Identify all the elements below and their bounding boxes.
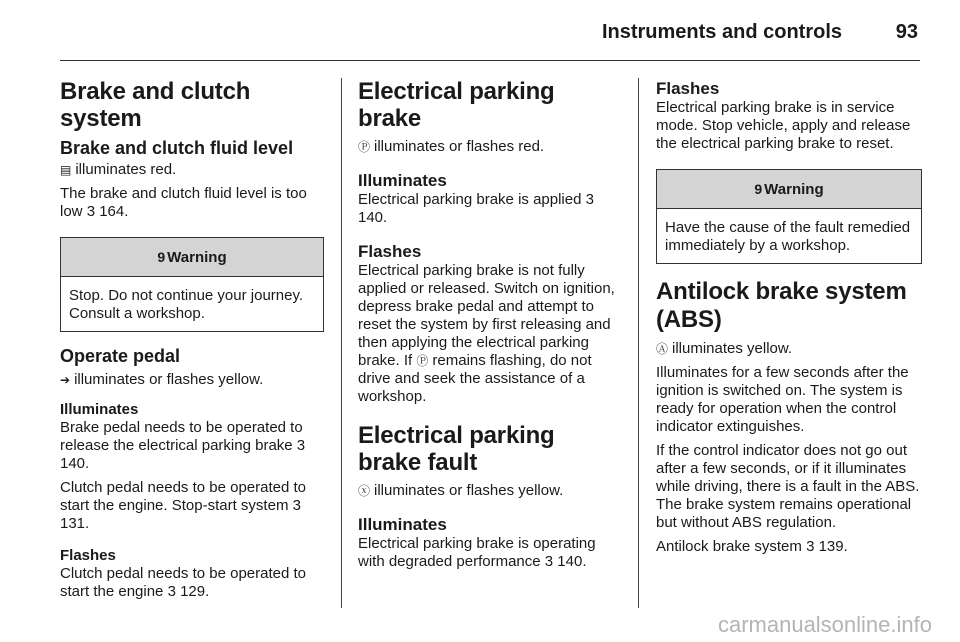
- page-header: [60, 0, 920, 61]
- abs-text-1: Illuminates for a few seconds after the ignition is switched on. The system is ready for operation when the control indicator extinguishes.: [656, 364, 909, 435]
- column-2: [358, 78, 620, 571]
- warning-header: [61, 238, 323, 277]
- heading-abs: Antilock brake system (ABS): [656, 278, 907, 333]
- page-number: 93: [895, 21, 918, 43]
- abs-ref-text: Antilock brake system: [656, 538, 802, 555]
- epb-fault-icon: ⓧ: [358, 484, 371, 498]
- parking-brake-icon: Ⓟ: [416, 354, 429, 368]
- ref-symbol: 3: [296, 437, 306, 454]
- heading-fluid-level: Brake and clutch fluid level: [60, 138, 294, 158]
- flashes-text: Clutch pedal needs to be operated to start the engine: [60, 565, 307, 600]
- heading-illuminates: Illuminates: [358, 515, 447, 534]
- clutch-text: Clutch pedal needs to be operated to start the engine. Stop-start system: [60, 479, 307, 514]
- ref-symbol: 3: [167, 583, 176, 600]
- fluid-level-desc: illuminates red.: [75, 161, 177, 178]
- epb-applied-text: Electrical parking brake is applied: [358, 191, 582, 208]
- warning-title: Warning: [764, 181, 824, 198]
- abs-text-2: If the control indicator does not go out after a few seconds, or if it illuminates while driving, there is a fault in the ABS. The brake system remains operational but without ABS regulation.: [656, 442, 920, 531]
- warning-icon: 9: [157, 249, 166, 265]
- fluid-level-text: The brake and clutch fluid level is too low: [60, 185, 307, 220]
- column-divider: [341, 78, 342, 608]
- column-1: [60, 78, 324, 601]
- warning-body: Have the cause of the fault remedied immediately by a workshop.: [665, 219, 911, 254]
- warning-icon: 9: [754, 181, 763, 197]
- pedal-desc: illuminates or flashes yellow.: [74, 371, 264, 388]
- page-ref[interactable]: 140.: [557, 553, 587, 570]
- pedal-icon: ➔: [60, 373, 71, 387]
- watermark: carmanualsonline.info: [717, 612, 932, 637]
- heading-epb-fault: Electrical parking brake fault: [358, 422, 555, 476]
- warning-box: [60, 237, 324, 332]
- illuminates-text: Brake pedal needs to be operated to release the electrical parking brake: [60, 419, 303, 454]
- page-ref[interactable]: 129.: [180, 583, 210, 600]
- column-3: [656, 78, 922, 556]
- epb-fault-desc: illuminates or flashes yellow.: [374, 482, 564, 499]
- section-title: Instruments and controls: [601, 21, 842, 43]
- epb-degraded-text: Electrical parking brake is operating with degraded performance: [358, 535, 596, 570]
- warning-body: Stop. Do not continue your journey. Consult a workshop.: [69, 287, 304, 322]
- page-ref[interactable]: 164.: [99, 203, 129, 220]
- heading-operate-pedal: Operate pedal: [60, 346, 181, 366]
- epb-desc: illuminates or flashes red.: [374, 138, 545, 155]
- warning-box: [656, 169, 922, 264]
- heading-illuminates: Illuminates: [60, 401, 139, 418]
- page-ref[interactable]: 140.: [358, 209, 388, 226]
- page-ref[interactable]: 131.: [60, 515, 90, 532]
- warning-header: [657, 170, 921, 209]
- service-mode-text: Electrical parking brake is in service mode. Stop vehicle, apply and release the electrical parking brake to reset.: [656, 99, 911, 152]
- ref-symbol: 3: [292, 497, 301, 514]
- heading-epb: Electrical parking brake: [358, 78, 555, 132]
- heading-flashes: Flashes: [358, 242, 422, 261]
- heading-flashes: Flashes: [60, 547, 116, 564]
- column-divider: [638, 78, 639, 608]
- ref-symbol: 3: [86, 203, 96, 220]
- epb-flash-text-2: remains flashing, do not drive and seek the assistance of a workshop.: [358, 352, 592, 405]
- heading-flashes: Flashes: [656, 79, 720, 98]
- brake-fluid-icon: ▤: [60, 163, 72, 177]
- ref-symbol: 3: [544, 553, 554, 570]
- heading-illuminates: Illuminates: [358, 171, 447, 190]
- page-ref[interactable]: 140.: [60, 455, 90, 472]
- parking-brake-icon: Ⓟ: [358, 140, 371, 154]
- warning-title: Warning: [167, 249, 227, 266]
- abs-icon: Ⓐ: [656, 342, 669, 356]
- epb-flash-text: Electrical parking brake is not fully applied or released. Switch on ignition, depress brake pedal and attempt to reset the system by first releasing and then applying the electrical parking brake. If: [358, 262, 615, 369]
- ref-symbol: 3: [585, 191, 594, 208]
- heading-brake-clutch-system: Brake and clutch system: [60, 78, 251, 132]
- abs-desc: illuminates yellow.: [672, 340, 793, 357]
- ref-symbol: 3: [806, 538, 815, 555]
- page-ref[interactable]: 139.: [818, 538, 848, 555]
